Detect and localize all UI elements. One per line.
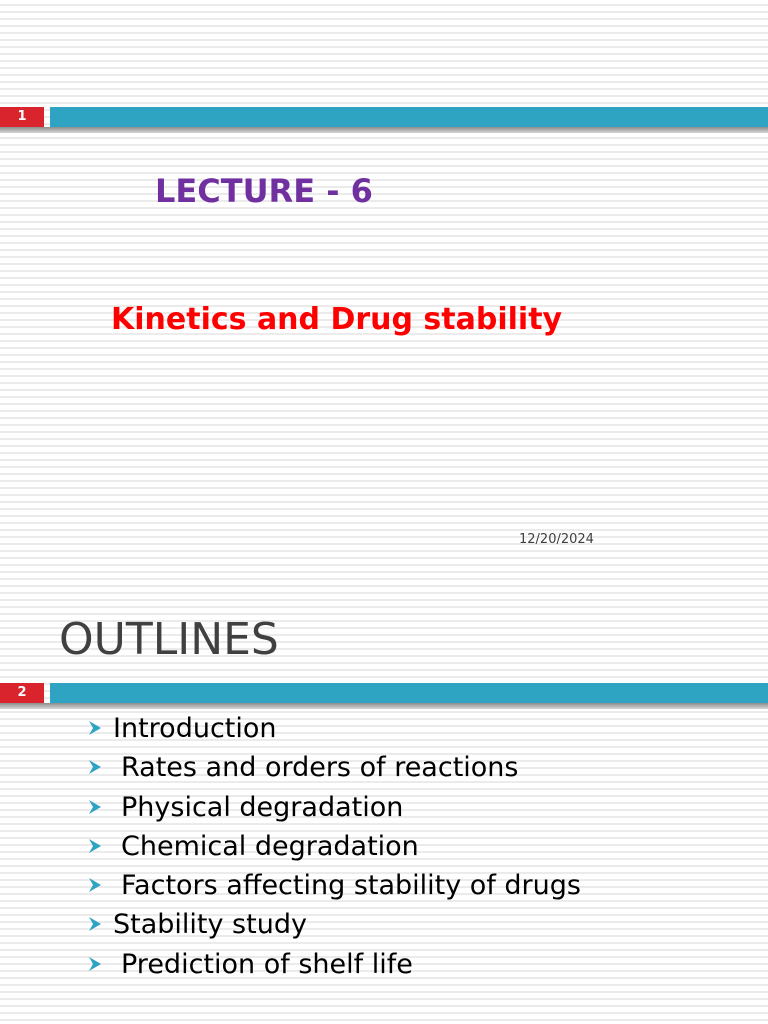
- slide-date: 12/20/2024: [519, 532, 594, 547]
- list-item: [88, 948, 581, 987]
- slide-title: OUTLINES: [59, 614, 279, 665]
- arrow-bullet-icon: [88, 876, 102, 894]
- band-shadow: [0, 703, 768, 709]
- list-item-text: Chemical degradation: [121, 830, 419, 862]
- slide-header-band: [0, 107, 768, 133]
- band-bar: [50, 107, 768, 127]
- arrow-bullet-icon: [88, 719, 102, 737]
- list-item: [88, 791, 581, 830]
- lecture-title: LECTURE - 6: [155, 172, 373, 210]
- band-bar: [50, 683, 768, 703]
- list-item: [88, 712, 581, 751]
- list-item-text: Physical degradation: [121, 791, 404, 823]
- slide-number: 2: [0, 683, 44, 703]
- arrow-bullet-icon: [88, 955, 102, 973]
- list-item: [88, 830, 581, 869]
- arrow-bullet-icon: [88, 837, 102, 855]
- arrow-bullet-icon: [88, 915, 102, 933]
- list-item-text: Factors affecting stability of drugs: [121, 870, 581, 902]
- list-item-text: Stability study: [113, 909, 307, 941]
- arrow-bullet-icon: [88, 798, 102, 816]
- arrow-bullet-icon: [88, 758, 102, 776]
- lecture-subtitle: Kinetics and Drug stability: [111, 302, 563, 337]
- slide-header-band: [0, 683, 768, 709]
- list-item-text: Rates and orders of reactions: [121, 752, 519, 784]
- slide-number: 1: [0, 107, 44, 127]
- list-item: [88, 751, 581, 790]
- band-shadow: [0, 127, 768, 133]
- list-item: [88, 908, 581, 947]
- slide-2: [0, 576, 768, 1024]
- list-item-text: Prediction of shelf life: [121, 948, 413, 980]
- list-item: [88, 869, 581, 908]
- outline-list: [88, 712, 581, 987]
- list-item-text: Introduction: [113, 713, 277, 744]
